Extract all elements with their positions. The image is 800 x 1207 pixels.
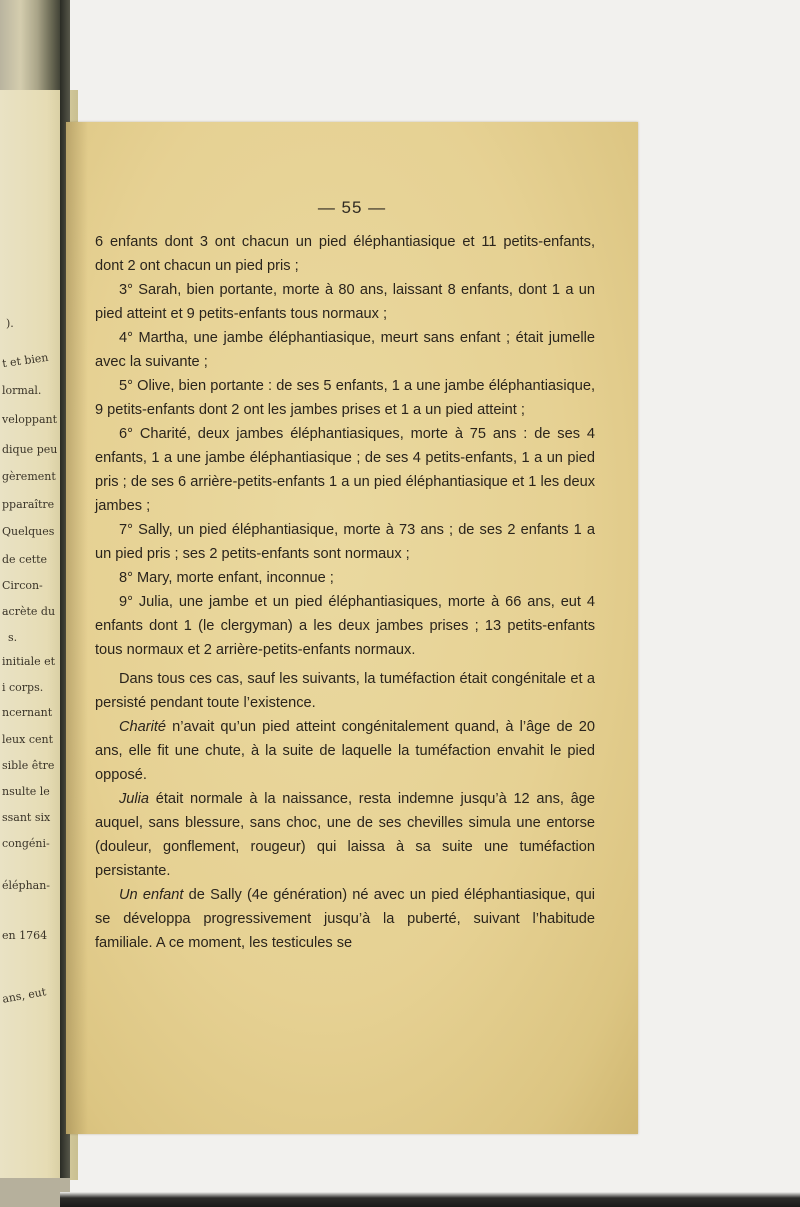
- page-number: — 55 —: [317, 198, 387, 217]
- fragment-text: éléphan-: [2, 879, 51, 892]
- fragment-text: i corps.: [2, 681, 44, 694]
- fragment-text: acrète du: [2, 605, 56, 618]
- fragment-text: Circon-: [2, 579, 43, 592]
- page-body: [95, 230, 595, 955]
- fragment-text: t et bien: [1, 350, 50, 371]
- paragraph: 8° Mary, morte enfant, inconnue ;: [119, 570, 334, 586]
- fragment-text: leux cent: [2, 733, 53, 746]
- paragraph: Dans tous ces cas, sauf les suivants, la tuméfaction était congénitale et a persisté pendant toute l’existence.: [95, 671, 595, 711]
- fragment-text: lormal.: [2, 384, 42, 397]
- paragraph-lead: Julia: [119, 791, 150, 807]
- paragraph-rest: n’avait qu’un pied atteint congénitalement quand, à l’âge de 20 ans, elle fit une chute, à la suite de laquelle la tuméfaction envahit le pied opposé.: [95, 719, 595, 783]
- paragraph: [95, 715, 595, 787]
- paragraph-lead: Un enfant: [119, 887, 184, 903]
- paragraph: [95, 787, 595, 883]
- paragraph: 5° Olive, bien portante : de ses 5 enfants, 1 a une jambe éléphantiasique, 9 petits-enfants dont 2 ont les jambes prises et 1 a un pied atteint ;: [95, 378, 595, 418]
- paragraph: 4° Martha, une jambe éléphantiasique, meurt sans enfant ; était jumelle avec la suivante ;: [95, 330, 595, 370]
- fragment-text: ).: [6, 317, 14, 330]
- paragraph: [95, 883, 595, 955]
- page-gutter-shadow: [66, 122, 88, 1134]
- fragment-text: Quelques: [2, 525, 55, 538]
- bottom-shadow: [60, 1192, 800, 1207]
- fragment-text: gèrement: [2, 470, 56, 483]
- fragment-text: nsulte le: [2, 785, 50, 798]
- fragment-text: congéni-: [2, 837, 50, 850]
- fragment-text: ans, eut: [1, 985, 48, 1006]
- book-page: [66, 122, 638, 1134]
- fragment-text: de cette: [2, 553, 48, 566]
- fragment-text: pparaître: [2, 498, 55, 511]
- fragment-text: ssant six: [2, 811, 51, 824]
- paragraph: 7° Sally, un pied éléphantiasique, morte à 73 ans ; de ses 2 enfants 1 a un pied pris ; ses 2 petits-enfants sont normaux ;: [95, 522, 595, 562]
- paragraph-lead: Charité: [119, 719, 167, 735]
- fragment-text: ncernant: [2, 706, 53, 719]
- paragraph: 6 enfants dont 3 ont chacun un pied éléphantiasique et 11 petits-enfants, dont 2 ont chacun un pied pris ;: [95, 234, 595, 274]
- paragraph: 6° Charité, deux jambes éléphantiasiques, morte à 75 ans : de ses 4 enfants, 1 a une jambe éléphantiasique ; de ses 4 petits-enfants, 1 a un pied pris ; de ses 6 arrière-petits-enfants 1 a un pied éléphantiasique et 1 les deux jambes ;: [95, 426, 595, 514]
- paragraph: 9° Julia, une jambe et un pied éléphantiasiques, morte à 66 ans, eut 4 enfants dont 1 (le clergyman) a les deux jambes prises ; 13 petits-enfants tous normaux et 2 arrière-petits-enfants normaux.: [95, 594, 595, 658]
- fragment-text: sible être: [2, 759, 55, 772]
- fragment-text: initiale et: [2, 655, 56, 668]
- fragment-text: s.: [8, 631, 18, 644]
- fragment-text: veloppant: [2, 413, 58, 426]
- fragment-text: en 1764: [2, 929, 48, 942]
- paragraph-rest: était normale à la naissance, resta indemne jusqu’à 12 ans, âge auquel, sans blessure, sans choc, une de ses chevilles simula une entorse (douleur, gonflement, rougeur) qui laissa à sa suite une tuméfaction persistante.: [95, 791, 595, 879]
- fragment-text: dique peu: [2, 443, 58, 456]
- paragraph: 3° Sarah, bien portante, morte à 80 ans, laissant 8 enfants, dont 1 a un pied atteint et 9 petits-enfants tous normaux ;: [95, 282, 595, 322]
- paragraph-rest: de Sally (4e génération) né avec un pied éléphantiasique, qui se développa progressivement jusqu’à la puberté, suivant l’habitude familiale. A ce moment, les testicules se: [95, 887, 595, 951]
